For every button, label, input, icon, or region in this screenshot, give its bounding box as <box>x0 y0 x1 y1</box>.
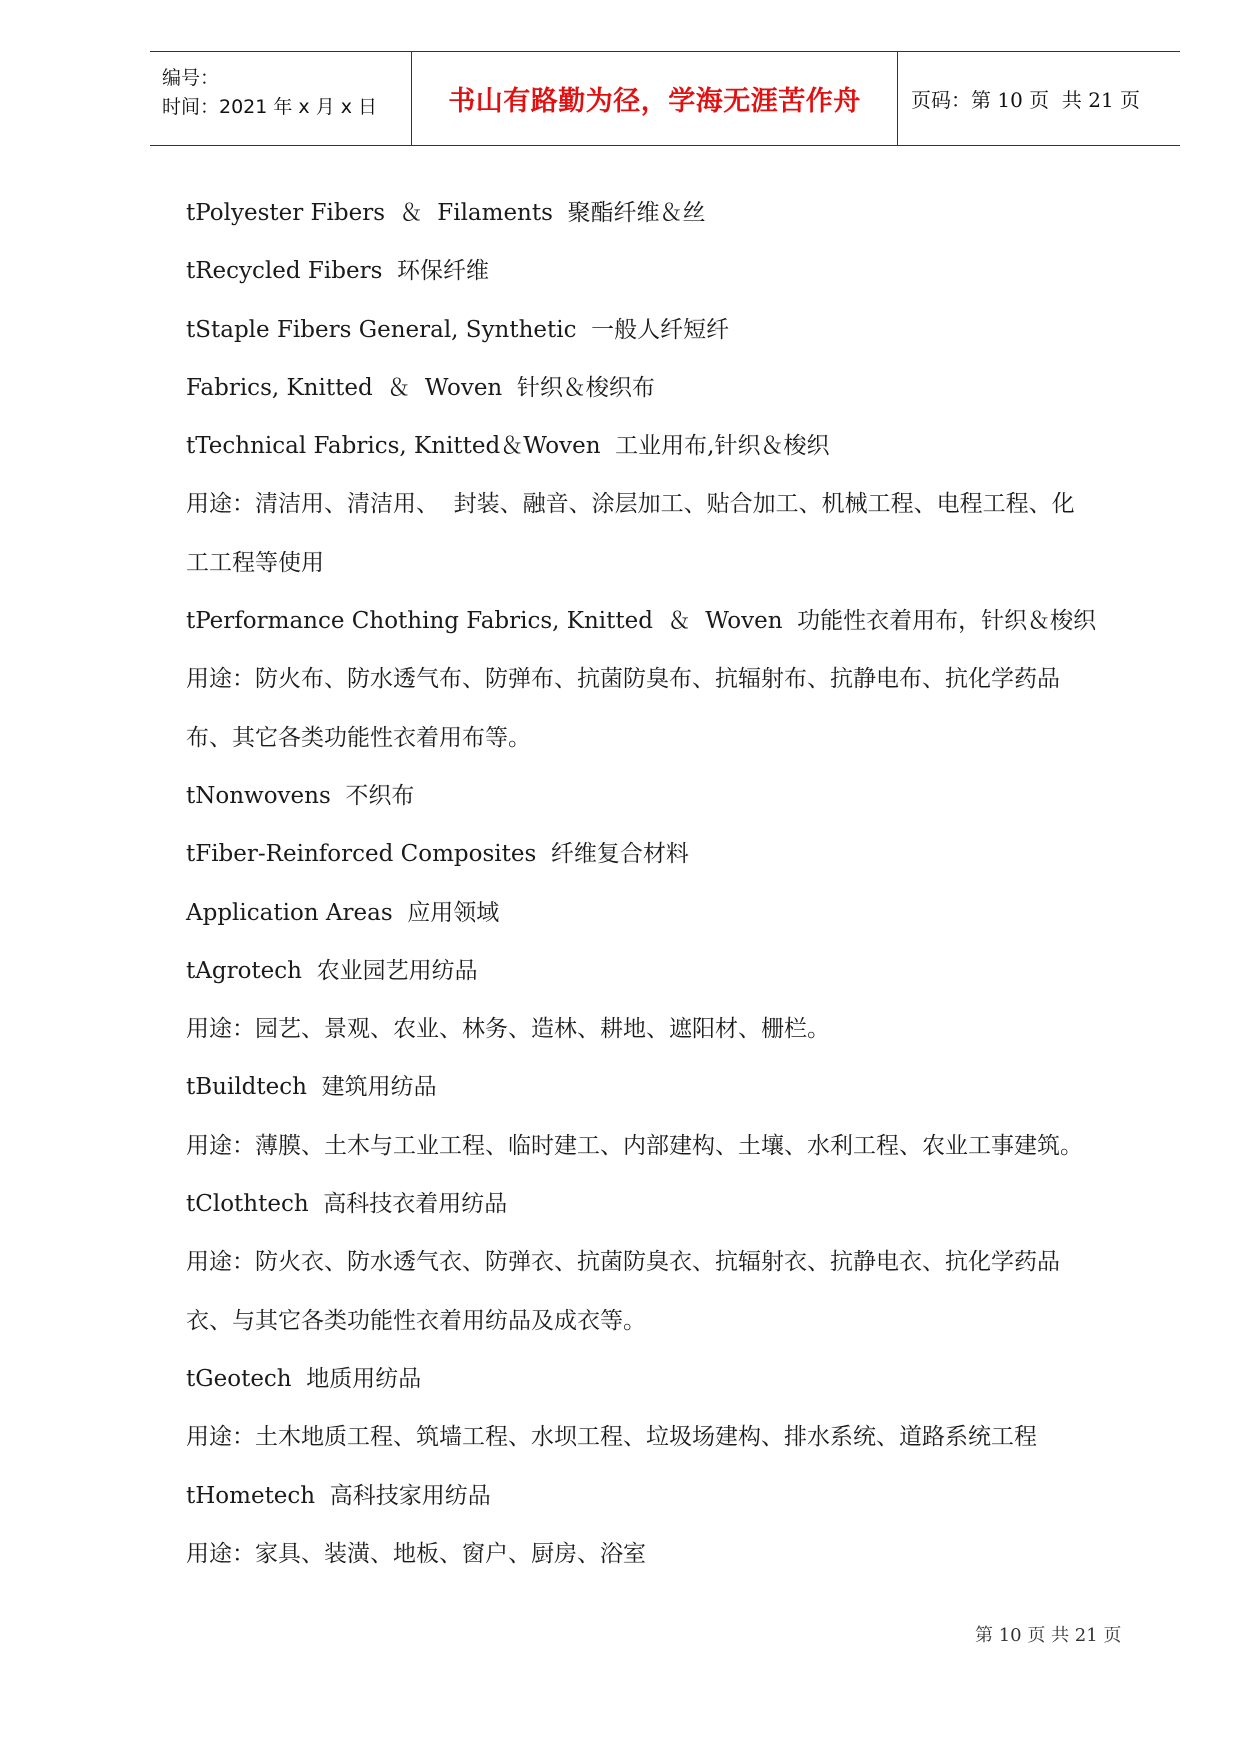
text-line: 用途：薄膜、土木与工业工程、临时建工、内部建构、土壤、水利工程、农业工事建筑。 <box>186 1132 1083 1159</box>
text-line: 布、其它各类功能性衣着用布等。 <box>186 724 531 751</box>
document-time: 时间：2021 年 x 月 x 日 <box>162 95 378 118</box>
text-line: tHometech 高科技家用纺品 <box>186 1482 491 1509</box>
text-line: tAgrotech 农业园艺用纺品 <box>186 957 478 984</box>
page-header <box>150 51 1180 146</box>
document-body <box>186 184 1146 1583</box>
document-number: 编号： <box>162 66 220 89</box>
text-line: 衣、与其它各类功能性衣着用纺品及成衣等。 <box>186 1307 646 1334</box>
text-line: 用途：园艺、景观、农业、林务、造林、耕地、遮阳材、栅栏。 <box>186 1016 830 1043</box>
text-line: tPolyester Fibers ＆ Filaments 聚酯纤维＆丝 <box>186 200 706 226</box>
text-line: Fabrics, Knitted ＆ Woven 针织＆梭织布 <box>186 374 655 401</box>
text-line: tStaple Fibers General, Synthetic 一般人纤短纤 <box>186 316 730 343</box>
header-motto: 书山有路勤为径，学海无涯苦作舟 <box>412 52 898 145</box>
text-line: tFiber-Reinforced Composites 纤维复合材料 <box>186 841 689 868</box>
text-line: 用途：防火布、防水透气布、防弹布、抗菌防臭布、抗辐射布、抗静电布、抗化学药品 <box>186 666 1060 693</box>
text-line: 工工程等使用 <box>186 549 324 576</box>
text-line: tPerformance Chothing Fabrics, Knitted ＆ Woven 功能性衣着用布，针织＆梭织 <box>186 608 1097 635</box>
page-footer: 第 10 页 共 21 页 <box>975 1625 1122 1646</box>
header-meta <box>150 52 412 145</box>
text-line: tBuildtech 建筑用纺品 <box>186 1074 437 1101</box>
text-line: 用途：清洁用、清洁用、 封装、融音、涂层加工、贴合加工、机械工程、电程工程、化 <box>186 491 1075 518</box>
text-line: tTechnical Fabrics, Knitted＆Woven 工业用布,针织＆梭织 <box>186 433 830 460</box>
text-line: Application Areas 应用领域 <box>186 899 500 926</box>
text-line: tClothtech 高科技衣着用纺品 <box>186 1191 508 1218</box>
text-line: 用途：土木地质工程、筑墙工程、水坝工程、垃圾场建构、排水系统、道路系统工程 <box>186 1424 1037 1451</box>
text-line: tRecycled Fibers 环保纤维 <box>186 258 489 285</box>
text-line: 用途：家具、装潢、地板、窗户、厨房、浴室 <box>186 1540 646 1567</box>
text-line: tGeotech 地质用纺品 <box>186 1365 422 1392</box>
header-page-info: 页码：第 10 页 共 21 页 <box>911 88 1141 112</box>
text-line: tNonwovens 不织布 <box>186 782 415 809</box>
text-line: 用途：防火衣、防水透气衣、防弹衣、抗菌防臭衣、抗辐射衣、抗静电衣、抗化学药品 <box>186 1249 1060 1276</box>
